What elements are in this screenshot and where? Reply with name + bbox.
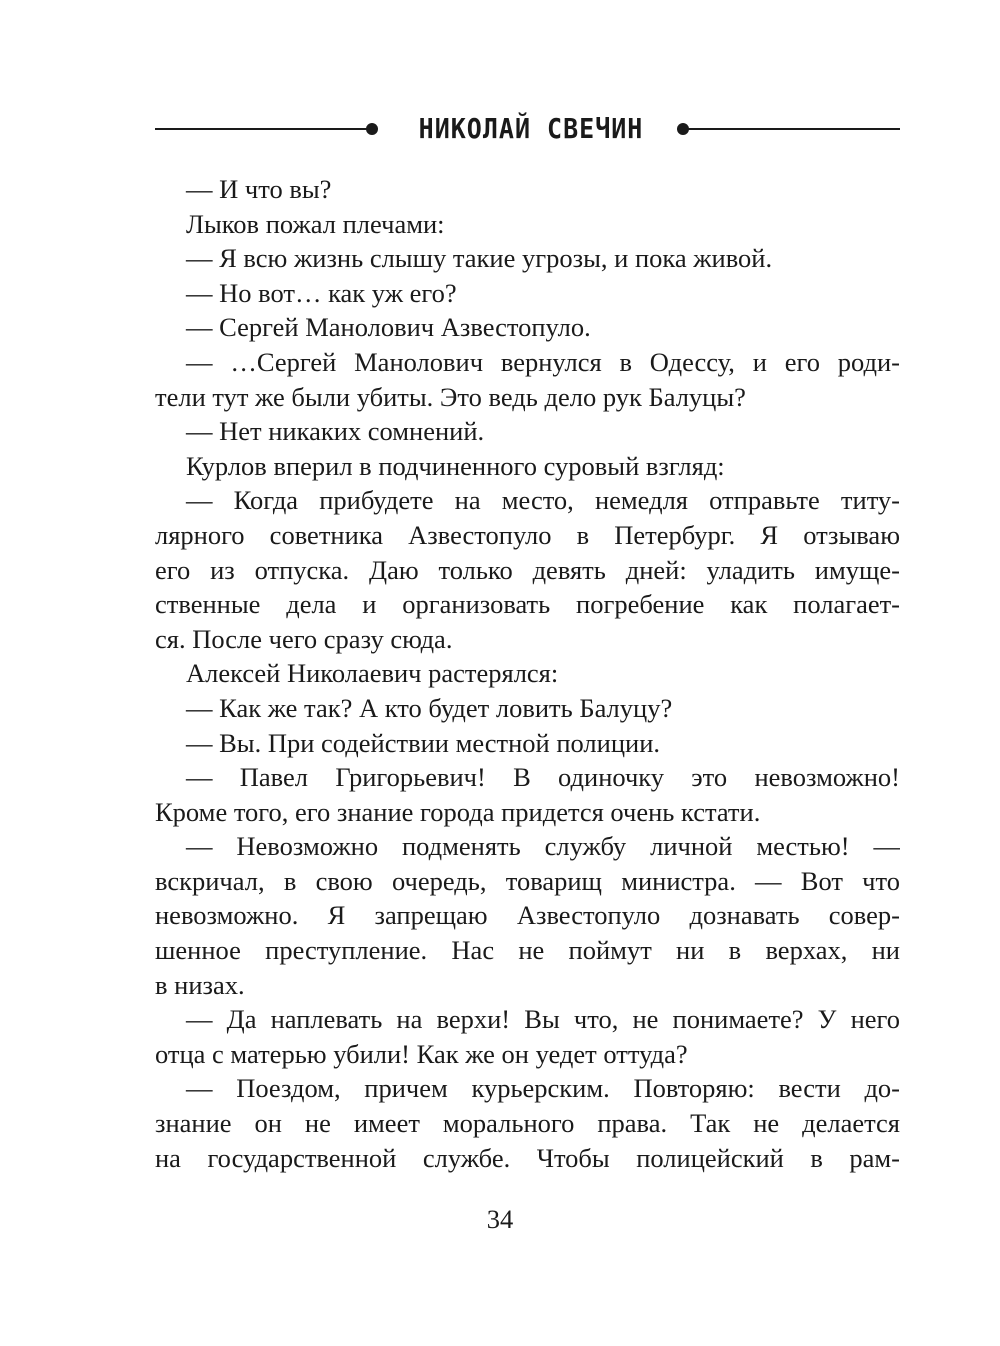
body-text [155, 172, 900, 1175]
text-line: — Павел Григорьевич! В одиночку это невозможно! [186, 762, 900, 793]
text-line: лярного советника Азвестопуло в Петербург. Я отзываю [155, 519, 900, 550]
text-line: — Да наплевать на верхи! Вы что, не понимаете? У него [186, 1004, 900, 1035]
text-line: вскричал, в свою очередь, товарищ министра. — Вот что [155, 865, 900, 896]
text-line: — Поездом, причем курьерским. Повторяю: вести до- [186, 1073, 900, 1104]
text-line: — И что вы? [186, 174, 332, 204]
page-number: 34 [486, 1204, 514, 1234]
text-line: Лыков пожал плечами: [186, 208, 445, 239]
text-line: тели тут же были убиты. Это ведь дело рук Балуцы? [155, 381, 746, 412]
text-line: его из отпуска. Даю только девять дней: уладить имуще- [155, 554, 900, 585]
text-line: невозможно. Я запрещаю Азвестопуло дознавать совер- [155, 900, 900, 931]
text-line: — Сергей Манолович Азвестопуло. [186, 312, 591, 343]
header-rule-right [683, 128, 900, 130]
header-rule-left [155, 128, 369, 130]
text-line: — Но вот… как уж его? [186, 277, 457, 308]
text-line: Алексей Николаевич растерялся: [186, 658, 559, 689]
text-line: — Нет никаких сомнений. [186, 416, 485, 447]
text-line: в низах. [155, 969, 245, 1000]
text-line: ся. После чего сразу сюда. [155, 623, 453, 654]
text-line: отца с матерью убили! Как же он уедет оттуда? [155, 1038, 688, 1069]
text-line: — …Сергей Манолович вернулся в Одессу, и его роди- [186, 346, 900, 377]
text-line: — Невозможно подменять службу личной местью! — [186, 831, 900, 862]
text-line: шенное преступление. Нас не поймут ни в верхах, ни [155, 935, 900, 966]
text-line: — Как же так? А кто будет ловить Балуцу? [186, 692, 673, 723]
text-line: знание он не имеет морального права. Так не делается [155, 1108, 900, 1139]
text-line: — Когда прибудете на место, немедля отправьте титу- [186, 485, 900, 516]
text-line: Кроме того, его знание города придется очень кстати. [155, 796, 761, 827]
text-line: — Я всю жизнь слышу такие угрозы, и пока живой. [186, 243, 773, 274]
text-line: ственные дела и организовать погребение как полагает- [155, 589, 900, 620]
text-line: Курлов вперил в подчиненного суровый взгляд: [186, 450, 725, 481]
text-line: — Вы. При содействии местной полиции. [186, 727, 660, 758]
header-dot-left [366, 123, 378, 135]
text-line: на государственной службе. Чтобы полицейский в рам- [155, 1142, 900, 1173]
running-header [155, 114, 900, 144]
running-title: НИКОЛАЙ СВЕЧИН [418, 112, 644, 145]
